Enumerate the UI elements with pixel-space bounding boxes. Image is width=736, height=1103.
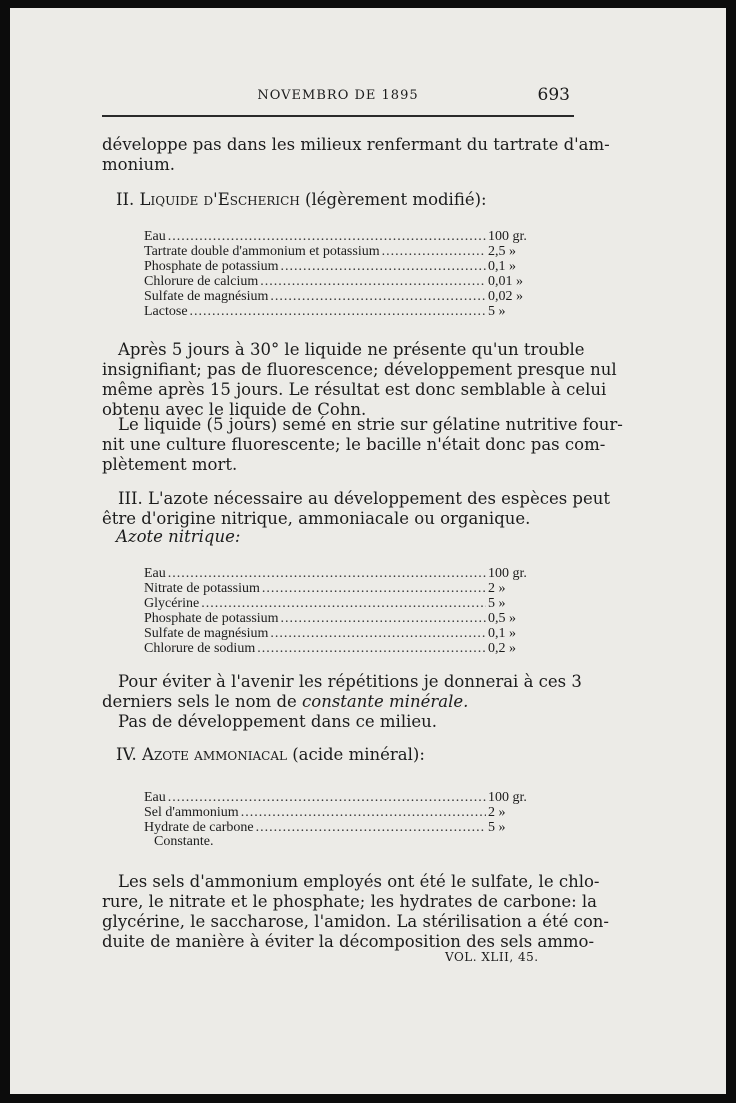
leader-dots — [262, 581, 486, 596]
leader-dots — [270, 289, 486, 304]
text-line — [102, 692, 574, 712]
section-3-intro — [102, 489, 611, 529]
recipe-table-escherich — [144, 229, 530, 319]
text-line: glycérine, le saccharose, l'amidon. La stérilisation a été con- — [102, 912, 609, 931]
leader-dots — [257, 641, 486, 656]
row-label: Phosphate de potassium — [144, 259, 279, 274]
text-line: rure, le nitrate et le phosphate; les hydrates de carbone: la — [102, 892, 598, 911]
leader-dots — [281, 259, 486, 274]
table-row — [144, 596, 530, 611]
leader-dots — [201, 596, 486, 611]
row-label: Sulfate de magnésium — [144, 626, 269, 641]
section-4-heading — [116, 745, 425, 764]
section-2-paragraph-1 — [102, 340, 617, 420]
text-line: être d'origine nitrique, ammoniacale ou organique. — [102, 509, 531, 528]
row-value: 2 » — [488, 581, 506, 596]
italic-term: constante minérale. — [302, 692, 469, 711]
leader-dots — [168, 229, 486, 244]
leader-dots — [241, 805, 486, 820]
row-value: 100 gr. — [488, 566, 527, 581]
section-subtitle: (légèrement modifié): — [305, 190, 487, 209]
running-header — [102, 84, 574, 112]
intro-paragraph — [102, 135, 610, 175]
row-label: Nitrate de potassium — [144, 581, 260, 596]
table-row — [144, 790, 530, 805]
header-title: NOVEMBRO DE 1895 — [257, 88, 419, 103]
row-value: 100 gr. — [488, 790, 527, 805]
table-row — [144, 259, 530, 274]
text-line: obtenu avec le liquide de Cohn. — [102, 400, 367, 419]
section-3-subheading: Azote nitrique: — [116, 527, 241, 546]
header-rule — [102, 115, 574, 117]
recipe-table-nitrique — [144, 566, 530, 656]
row-value: 0,01 » — [488, 274, 523, 289]
text-line: nit une culture fluorescente; le bacille n'était donc pas com- — [102, 435, 606, 454]
section-numeral: II. — [116, 190, 135, 209]
row-value: 2,5 » — [488, 244, 516, 259]
text-line: même après 15 jours. Le résultat est donc semblable à celui — [102, 380, 607, 399]
text-line: développe pas dans les milieux renfermant du tartrate d'am- — [102, 135, 610, 154]
row-value: 0,02 » — [488, 289, 523, 304]
signature-mark: VOL. XLII, 45. — [445, 950, 539, 964]
table-row — [144, 805, 530, 820]
row-label: Sel d'ammonium — [144, 805, 239, 820]
section-numeral: IV. — [116, 745, 137, 764]
leader-dots — [270, 626, 486, 641]
row-label: Tartrate double d'ammonium et potassium — [144, 244, 380, 259]
leader-dots — [168, 566, 486, 581]
table-row — [144, 274, 530, 289]
row-label: Phosphate de potassium — [144, 611, 279, 626]
text-line: insignifiant; pas de fluorescence; développement presque nul — [102, 360, 617, 379]
table-row — [144, 289, 530, 304]
table-row — [144, 626, 530, 641]
text-run: derniers sels le nom de — [102, 692, 297, 711]
text-line: Le liquide (5 jours) semé en strie sur gélatine nutritive four- — [118, 415, 623, 434]
text-line: Les sels d'ammonium employés ont été le sulfate, le chlo- — [118, 872, 600, 891]
table-row — [144, 820, 530, 835]
text-line: Pour éviter à l'avenir les répétitions je donnerai à ces 3 — [118, 672, 582, 691]
table-row — [144, 581, 530, 596]
row-label: Sulfate de magnésium — [144, 289, 269, 304]
section-subtitle: (acide minéral): — [292, 745, 425, 764]
section-title: Azote ammoniacal — [142, 745, 287, 764]
leader-dots — [256, 820, 486, 835]
row-value: 0,1 » — [488, 626, 516, 641]
row-value: 0,2 » — [488, 641, 516, 656]
text-line: III. L'azote nécessaire au développement des espèces peut — [118, 489, 611, 508]
row-label: Chlorure de sodium — [144, 641, 256, 656]
table-row — [144, 566, 530, 581]
leader-dots — [168, 790, 486, 805]
row-label: Eau — [144, 790, 166, 805]
section-2-paragraph-2 — [102, 415, 623, 475]
recipe-table-ammoniacal — [144, 790, 530, 835]
table-row — [144, 611, 530, 626]
row-value: 5 » — [488, 820, 506, 835]
row-label: Lactose — [144, 304, 188, 319]
leader-dots — [281, 611, 486, 626]
row-value: 100 gr. — [488, 229, 527, 244]
row-value: 2 » — [488, 805, 506, 820]
row-value: 0,5 » — [488, 611, 516, 626]
row-value: 0,1 » — [488, 259, 516, 274]
row-label: Glycérine — [144, 596, 200, 611]
leader-dots — [190, 304, 486, 319]
page-number: 693 — [537, 85, 570, 105]
leader-dots — [382, 244, 486, 259]
table-row — [144, 229, 530, 244]
section-2-heading — [116, 190, 487, 209]
row-label: Eau — [144, 229, 166, 244]
section-3-paragraph — [102, 672, 582, 732]
table-row — [144, 304, 530, 319]
text-line: Après 5 jours à 30° le liquide ne présente qu'un trouble — [118, 340, 585, 359]
text-line: duite de manière à éviter la décomposition des sels ammo- — [102, 932, 595, 951]
table-note: Constante. — [154, 834, 214, 849]
row-label: Hydrate de carbone — [144, 820, 254, 835]
leader-dots — [260, 274, 486, 289]
text-line: Pas de développement dans ce milieu. — [118, 712, 438, 731]
row-value: 5 » — [488, 596, 506, 611]
row-label: Eau — [144, 566, 166, 581]
row-value: 5 » — [488, 304, 506, 319]
section-4-paragraph — [102, 872, 609, 952]
row-label: Chlorure de calcium — [144, 274, 259, 289]
text-line: monium. — [102, 155, 176, 174]
table-row — [144, 244, 530, 259]
text-line: plètement mort. — [102, 455, 238, 474]
section-title: Liquide d'Escherich — [139, 190, 300, 209]
table-row — [144, 641, 530, 656]
